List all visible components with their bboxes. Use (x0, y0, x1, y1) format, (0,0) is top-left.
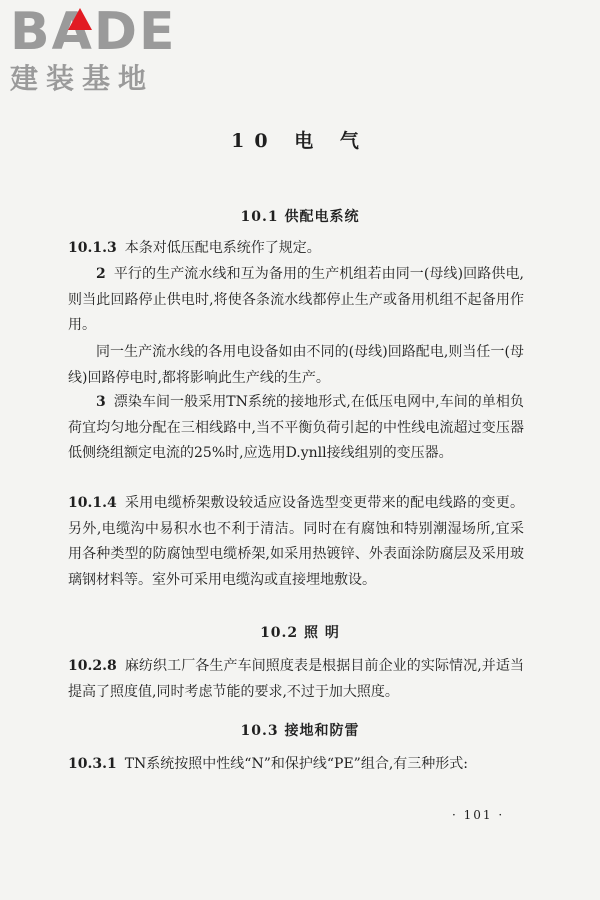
clause-number: 10.1.3 (68, 240, 117, 256)
item-number: 3 (96, 394, 106, 410)
item-number: 2 (96, 266, 106, 282)
watermark-logo (10, 2, 185, 96)
clause-number: 10.1.4 (68, 495, 117, 511)
clause-text: 采用电缆桥架敷设较适应设备选型变更带来的配电线路的变更。另外,电缆沟中易积水也不利于清洁。同时在有腐蚀和特别潮湿场所,宜采用各种类型的防腐蚀型电缆桥架,如采用热镀锌、外表面涂防腐层及采用玻璃钢材料等。室外可采用电缆沟或直接埋地敷设。 (68, 495, 524, 588)
section-title-10-1: 10.1 供配电系统 (240, 209, 360, 225)
item-text: 平行的生产流水线和互为备用的生产机组若由同一(母线)回路供电,则当此回路停止供电时,将使各条流水线都停止生产或备用机组不起备用作用。 (68, 266, 524, 333)
logo-triangle-icon (68, 8, 92, 30)
clause-10-1-4 (68, 491, 524, 593)
clause-10-1-3-item-2 (68, 262, 524, 339)
clause-number: 10.3.1 (68, 756, 117, 772)
clause-10-1-3-item-2-continued: 同一生产流水线的各用电设备如由不同的(母线)回路配电,则当任一(母线)回路停电时,都将影响此生产线的生产。 (68, 344, 524, 386)
section-title-10-3: 10.3 接地和防雷 (240, 723, 360, 739)
clause-10-3-1 (68, 752, 524, 778)
chapter-title: 10 电 气 (231, 130, 369, 152)
item-text: 漂染车间一般采用TN系统的接地形式,在低压电网中,车间的单相负荷宜均匀地分配在三相线路中,当不平衡负荷引起的中性线电流超过变压器低侧绕组额定电流的25%时,应选用D.ynll接线组别的变压器。 (68, 394, 524, 461)
clause-number: 10.2.8 (68, 658, 117, 674)
clause-text: TN系统按照中性线“N”和保护线“PE”组合,有三种形式: (124, 756, 468, 772)
logo-subtitle: 建装基地 (10, 62, 155, 95)
section-title-10-2: 10.2 照 明 (260, 625, 340, 641)
clause-10-2-8 (68, 654, 524, 705)
clause-10-1-3 (68, 236, 524, 262)
clause-text: 麻纺织工厂各生产车间照度表是根据目前企业的实际情况,并适当提高了照度值,同时考虑节能的要求,不过于加大照度。 (68, 658, 524, 700)
clause-10-1-3-item-3 (68, 390, 524, 467)
logo-brand: BADE (10, 2, 177, 62)
clause-text: 本条对低压配电系统作了规定。 (124, 240, 321, 256)
page-number: · 101 · (452, 808, 505, 822)
